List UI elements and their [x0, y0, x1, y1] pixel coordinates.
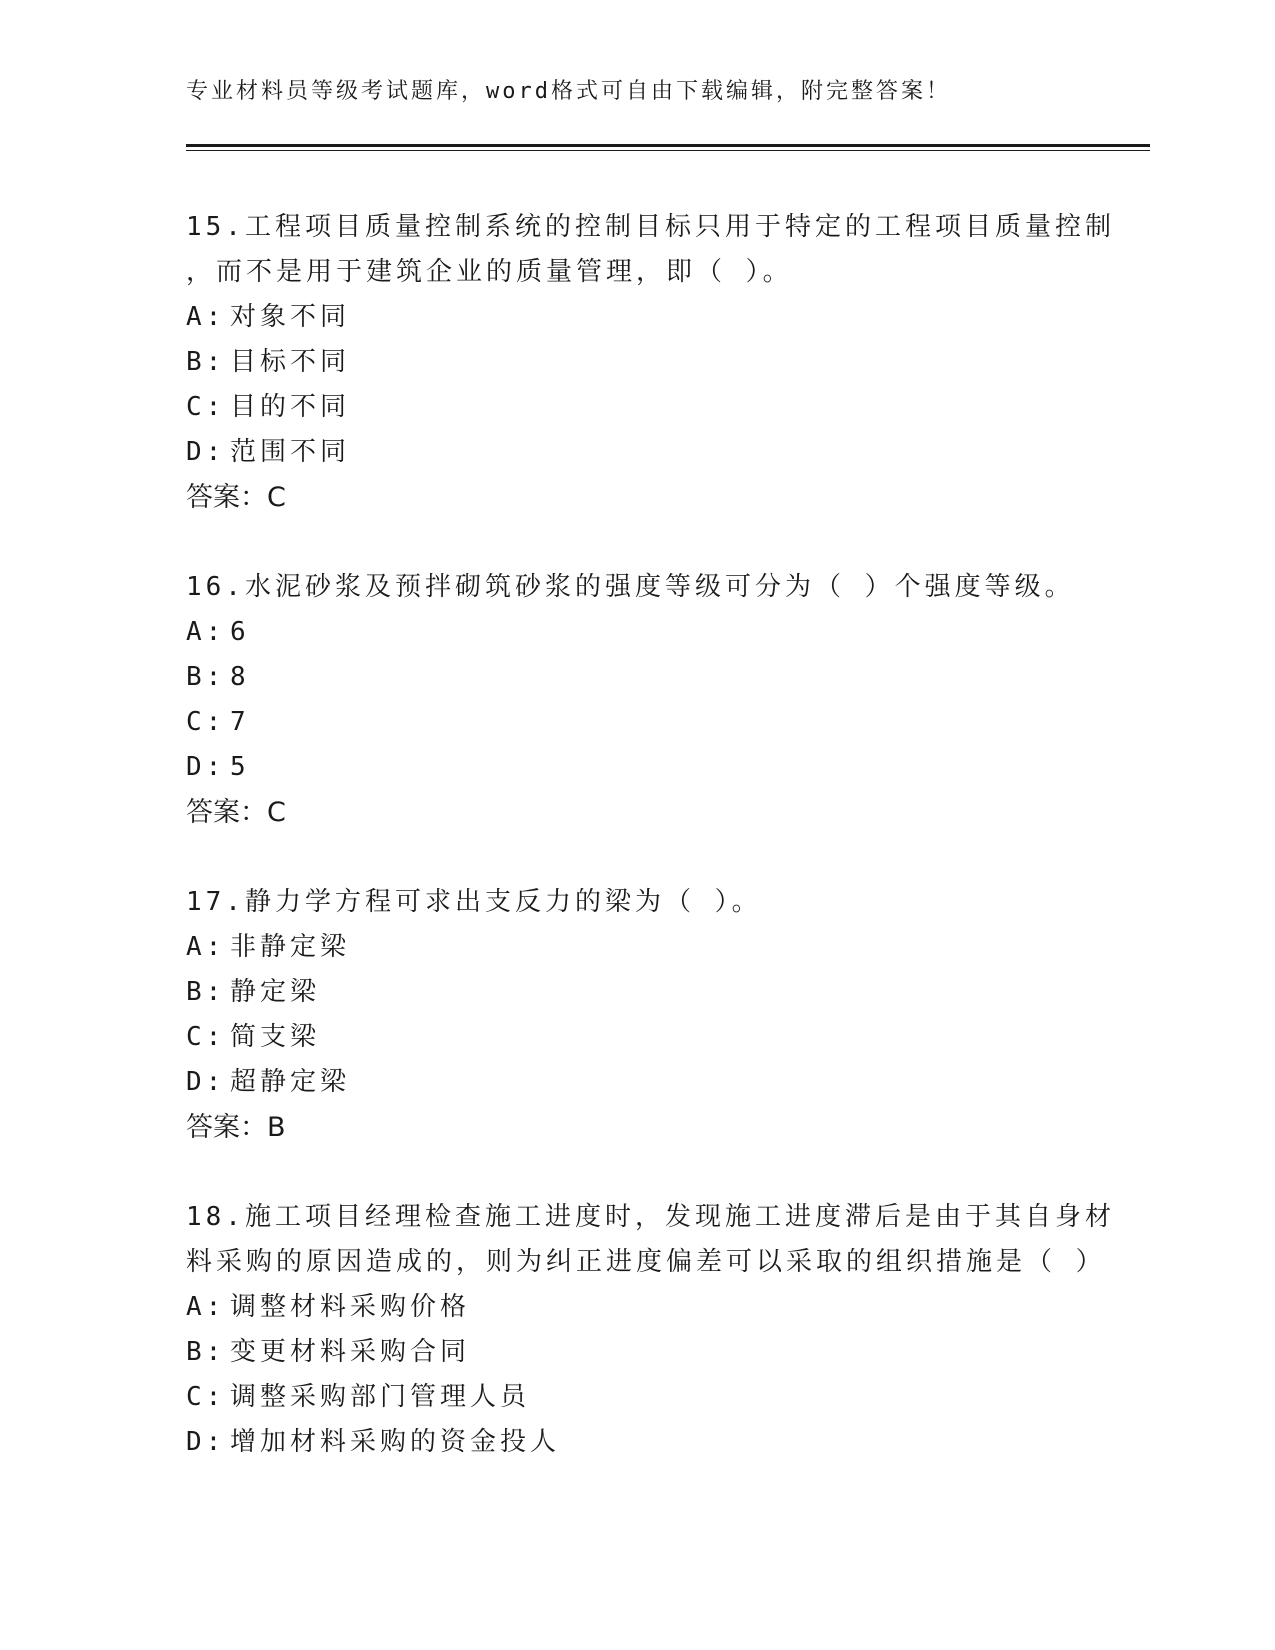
option-key: D:: [186, 1067, 226, 1097]
option-c: [186, 700, 1086, 745]
option-text: 8: [230, 662, 250, 692]
answer-line: 答案：C: [186, 482, 286, 513]
answer-line: 答案：B: [186, 1112, 286, 1143]
question-item: [186, 1195, 1115, 1465]
question-item: [186, 205, 1115, 520]
option-key: A:: [186, 932, 226, 962]
option-key: D:: [186, 1427, 226, 1457]
option-a: [186, 925, 1086, 970]
option-a: [186, 295, 1086, 340]
option-key: A:: [186, 302, 226, 332]
option-b: [186, 970, 1086, 1015]
option-c: [186, 385, 1086, 430]
option-text: 5: [230, 752, 250, 782]
option-b: [186, 1330, 1086, 1375]
option-text: 目标不同: [230, 347, 351, 377]
option-text: 对象不同: [230, 302, 351, 332]
option-c: [186, 1375, 1086, 1420]
option-c: [186, 1015, 1086, 1060]
option-text: 非静定梁: [230, 932, 351, 962]
option-key: C:: [186, 1382, 226, 1412]
option-text: 简支梁: [230, 1022, 321, 1052]
option-text: 目的不同: [230, 392, 351, 422]
option-key: C:: [186, 392, 226, 422]
option-key: B:: [186, 1337, 226, 1367]
option-text: 调整材料采购价格: [230, 1292, 471, 1322]
option-text: 变更材料采购合同: [230, 1337, 471, 1367]
option-key: C:: [186, 707, 226, 737]
option-key: D:: [186, 437, 226, 467]
option-text: 7: [230, 707, 250, 737]
option-a: [186, 1285, 1086, 1330]
option-b: [186, 340, 1086, 385]
option-key: B:: [186, 347, 226, 377]
option-key: B:: [186, 977, 226, 1007]
option-d: [186, 430, 1086, 475]
option-d: [186, 1060, 1086, 1105]
question-stem-line: 18.施工项目经理检查施工进度时，发现施工进度滞后是由于其自身材: [186, 1202, 1115, 1232]
question-stem-line: ，而不是用于建筑企业的质量管理，即（ ）。: [186, 257, 793, 287]
question-list: [186, 205, 1115, 1510]
option-b: [186, 655, 1086, 700]
option-text: 6: [230, 617, 250, 647]
question-stem-line: 15.工程项目质量控制系统的控制目标只用于特定的工程项目质量控制: [186, 212, 1115, 242]
option-d: [186, 745, 1086, 790]
option-text: 超静定梁: [230, 1067, 351, 1097]
question-stem-line: 料采购的原因造成的，则为纠正进度偏差可以采取的组织措施是（ ）: [186, 1247, 1106, 1277]
option-key: B:: [186, 662, 226, 692]
page-header: 专业材料员等级考试题库，word格式可自由下载编辑，附完整答案！: [186, 79, 951, 104]
option-key: A:: [186, 617, 226, 647]
header-divider-thin: [186, 150, 1150, 151]
question-item: [186, 565, 1086, 835]
option-text: 静定梁: [230, 977, 321, 1007]
header-divider-thick: [186, 144, 1150, 147]
answer-line: 答案：C: [186, 797, 286, 828]
option-key: D:: [186, 752, 226, 782]
option-a: [186, 610, 1086, 655]
option-key: C:: [186, 1022, 226, 1052]
option-text: 范围不同: [230, 437, 351, 467]
option-text: 调整采购部门管理人员: [230, 1382, 531, 1412]
option-d: [186, 1420, 1086, 1465]
question-stem-line: 16.水泥砂浆及预拌砌筑砂浆的强度等级可分为（ ）个强度等级。: [186, 572, 1075, 602]
option-text: 增加材料采购的资金投人: [230, 1427, 561, 1457]
question-stem-line: 17.静力学方程可求出支反力的梁为（ ）。: [186, 887, 762, 917]
question-item: [186, 880, 1086, 1150]
option-key: A:: [186, 1292, 226, 1322]
